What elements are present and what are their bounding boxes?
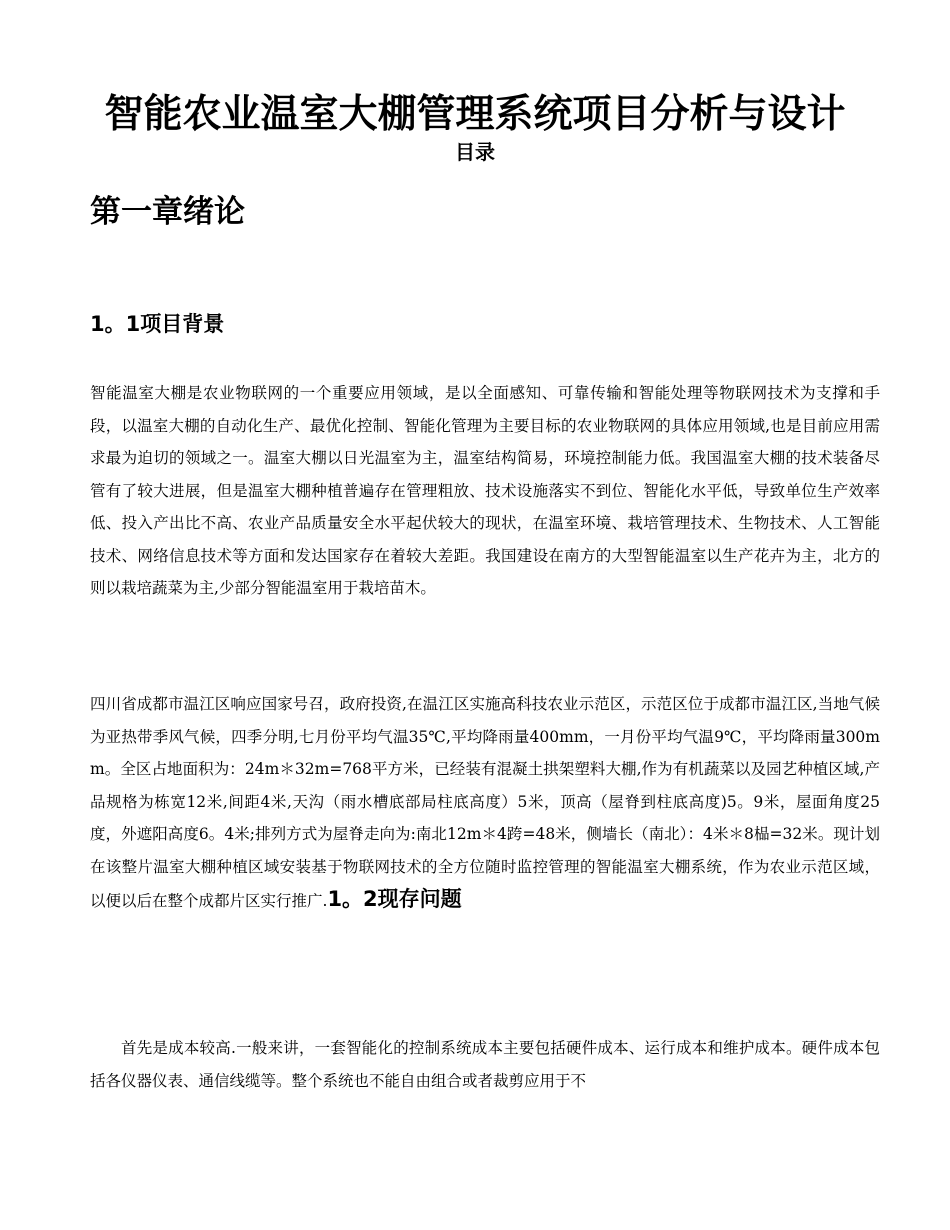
paragraph-project-site — [90, 688, 880, 918]
section-heading-existing-problems: 1。2现存问题 — [327, 887, 462, 911]
chapter-heading: 第一章绪论 — [90, 194, 245, 230]
document-title: 智能农业温室大棚管理系统项目分析与设计 — [104, 92, 846, 137]
section-heading-background: 1。1项目背景 — [90, 312, 225, 336]
paragraph-cost-problem: 首先是成本较高.一般来讲，一套智能化的控制系统成本主要包括硬件成本、运行成本和维护成本。硬件成本包括各仪器仪表、通信线缆等。整个系统也不能自由组合或者裁剪应用于不 — [90, 1039, 880, 1090]
paragraph-project-site-text: 四川省成都市温江区响应国家号召，政府投资,在温江区实施高科技农业示范区，示范区位于成都市温江区,当地气候为亚热带季风气候，四季分明,七月份平均气温35℃,平均降雨量400mm，一月份平均气温9℃，平均降雨量300mm。全区占地面积为：24m＊32m=768平方米，已经装有混凝土拱架塑料大棚,作为有机蔬菜以及园艺种植区域,产品规格为栋宽12米,间距4米,天沟（雨水槽底部局柱底高度）5米，顶高（屋脊到柱底高度)5。9米，屋面角度25度，外遮阳高度6。4米;排列方式为屋脊走向为:南北12m＊4跨=48米，侧墙长（南北）：4米＊8榀=32米。现计划在该整片温室大棚种植区域安装基于物联网技术的全方位随时监控管理的智能温室大棚系统，作为农业示范区域，以便以后在整个成都片区实行推广. — [90, 695, 880, 910]
table-of-contents-heading: 目录 — [455, 140, 495, 164]
paragraph-background-intro: 智能温室大棚是农业物联网的一个重要应用领域，是以全面感知、可靠传输和智能处理等物联网技术为支撑和手段，以温室大棚的自动化生产、最优化控制、智能化管理为主要目标的农业物联网的具体应用领域,也是目前应用需求最为迫切的领域之一。温室大棚以日光温室为主，温室结构简易，环境控制能力低。我国温室大棚的技术装备尽管有了较大进展，但是温室大棚种植普遍存在管理粗放、技术设施落实不到位、智能化水平低，导致单位生产效率低、投入产出比不高、农业产品质量安全水平起伏较大的现状，在温室环境、栽培管理技术、生物技术、人工智能技术、网络信息技术等方面和发达国家存在着较大差距。我国建设在南方的大型智能温室以生产花卉为主，北方的则以栽培蔬菜为主,少部分智能温室用于栽培苗木。 — [90, 384, 880, 597]
